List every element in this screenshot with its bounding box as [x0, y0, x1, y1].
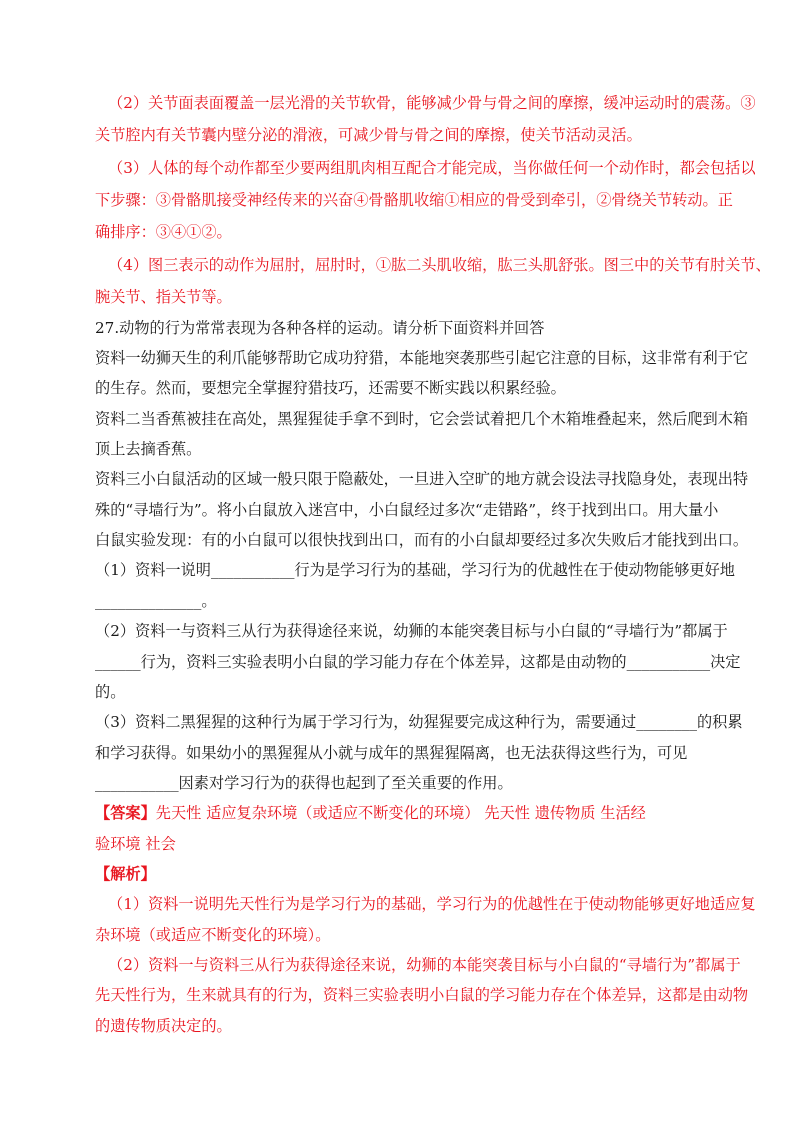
- answer-line: 腕关节、指关节等。: [95, 288, 232, 306]
- question-line: 殊的“寻墙行为”。将小白鼠放入迷宫中，小白鼠经过多次“走错路”，终于找到出口。用大量小: [95, 501, 719, 519]
- answer-line: 验环境 社会: [95, 835, 176, 853]
- answer-line: （3）人体的每个动作都至少要两组肌肉相互配合才能完成，当你做任何一个动作时，都会包括以: [108, 159, 756, 177]
- answer-text: 先天性 适应复杂环境（或适应不断变化的环境） 先天性 遗传物质 生活经: [155, 804, 646, 822]
- question-line: ___________因素对学习行为的获得也起到了至关重要的作用。: [95, 774, 513, 792]
- question-line: （3）资料二黑猩猩的这种行为属于学习行为，幼猩猩要完成这种行为，需要通过________的积累: [95, 713, 743, 731]
- question-line: ______________。: [95, 592, 217, 610]
- answer-label: 【答案】: [95, 804, 156, 822]
- question-line: （2）资料一与资料三从行为获得途径来说，幼狮的本能突袭目标与小白鼠的“寻墙行为”都属于: [95, 622, 728, 640]
- answer-row: [95, 802, 646, 824]
- question-line: 的。: [95, 683, 126, 701]
- question-line: 顶上去摘香蕉。: [95, 440, 202, 458]
- question-line: 资料二当香蕉被挂在高处，黑猩猩徒手拿不到时，它会尝试着把几个木箱堆叠起来，然后爬到木箱: [95, 410, 749, 428]
- answer-line: （2）关节面表面覆盖一层光滑的关节软骨，能够减少骨与骨之间的摩擦，缓冲运动时的震荡。③: [108, 94, 756, 112]
- answer-line: （4）图三表示的动作为屈肘，屈肘时，①肱二头肌收缩，肱三头肌舒张。图三中的关节有肘关节、: [108, 256, 771, 274]
- answer-line: 确排序：③④①②。: [95, 223, 232, 241]
- answer-line: 关节腔内有关节囊内壁分泌的滑液，可减少骨与骨之间的摩擦，使关节活动灵活。: [95, 126, 642, 144]
- question-line: （1）资料一说明___________行为是学习行为的基础，学习行为的优越性在于使动物能够更好地: [95, 561, 735, 579]
- question-line: 资料三小白鼠活动的区域一般只限于隐蔽处，一旦进入空旷的地方就会设法寻找隐身处，表现出特: [95, 470, 749, 488]
- answer-line: 下步骤：③骨骼肌接受神经传来的兴奋④骨骼肌收缩①相应的骨受到牵引，②骨绕关节转动。正: [95, 191, 733, 209]
- question-title: 27.动物的行为常常表现为各种各样的运动。请分析下面资料并回答: [95, 319, 545, 337]
- question-line: 的生存。然而，要想完全掌握狩猎技巧，还需要不断实践以积累经验。: [95, 379, 566, 397]
- analysis-line: 杂环境（或适应不断变化的环境）。: [95, 926, 331, 944]
- analysis-line: 先天性行为，生来就具有的行为，资料三实验表明小白鼠的学习能力存在个体差异，这都是由动物: [95, 986, 749, 1004]
- analysis-line: 的遗传物质决定的。: [95, 1017, 232, 1035]
- question-line: 白鼠实验发现：有的小白鼠可以很快找到出口，而有的小白鼠却要经过多次失败后才能找到出口。: [95, 531, 749, 549]
- question-line: ______行为，资料三实验表明小白鼠的学习能力存在个体差异，这都是由动物的___________决定: [95, 653, 741, 671]
- analysis-line: （1）资料一说明先天性行为是学习行为的基础，学习行为的优越性在于使动物能够更好地适应复: [108, 895, 756, 913]
- question-line: 和学习获得。如果幼小的黑猩猩从小就与成年的黑猩猩隔离，也无法获得这些行为，可见: [95, 744, 688, 762]
- analysis-label: 【解析】: [95, 865, 156, 883]
- question-line: 资料一幼狮天生的利爪能够帮助它成功狩猎，本能地突袭那些引起它注意的目标，这非常有利于它: [95, 349, 749, 367]
- analysis-line: （2）资料一与资料三从行为获得途径来说，幼狮的本能突袭目标与小白鼠的“寻墙行为”都属于: [108, 956, 741, 974]
